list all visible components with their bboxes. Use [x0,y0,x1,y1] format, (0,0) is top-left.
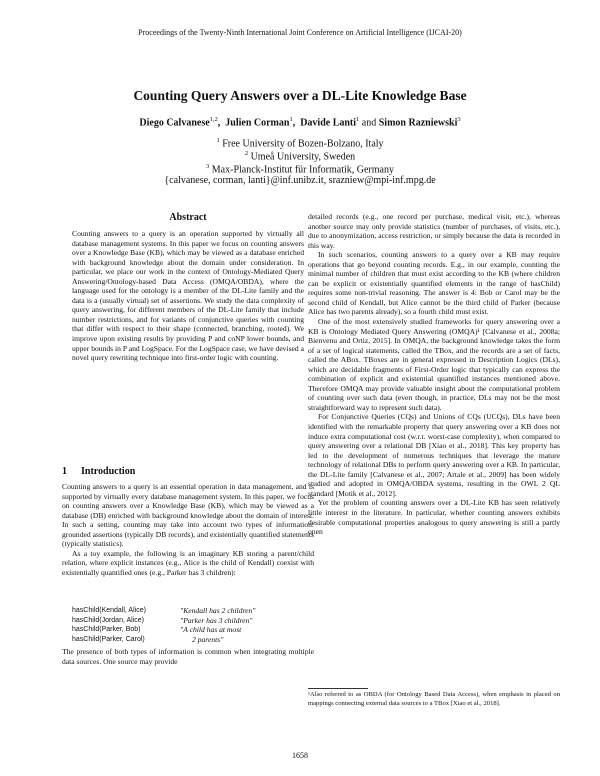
example-row [72,625,312,635]
section-title: Introduction [81,466,136,477]
footnote: ¹Also referred to as OBDA (for Ontology Based Data Access), when emphasis in placed on mappings connecting external data sources to a TBox [Xiao et al., 2018]. [308,691,560,707]
example-row [72,635,312,645]
paragraph: detailed records (e.g., one record per purchase, medical visit, etc.), whereas another source may only provide statistics (number of purchases, of visits, etc.), due to anonymization, access restriction, or simply because the data is recorded in this way. [308,212,560,250]
example-statement: "Parker has 3 children" [180,615,253,625]
example-kb [72,606,312,644]
paragraph: For Conjunctive Queries (CQs) and Unions of CQs (UCQs), DLs have been identified with the remarkable property that query answering over a KB does not induce extra computational cost (w.r.t. worst-case complexity), when compared to query answering over a relational DB [Xiao et al., 2018]. This key property has led to the development of numerous techniques that leverage the mature technology of relational DBs to perform query answering over a KB. In particular, the DL-Lite family [Calvanese et al., 2007; Artale et al., 2009] has been widely studied and adopted in OMQA/OBDA systems, resulting in the OWL 2 QL standard [Motik et al., 2012]. [308,412,560,498]
author-affil-sup: 1 [289,116,293,123]
affiliation-text: Free University of Bozen-Bolzano, Italy [222,138,384,150]
affiliation-text: Max-Planck-Institut für Informatik, Germany [211,164,394,176]
paragraph: One of the most extensively studied frameworks for query answering over a KB is Ontology Mediated Query Answering (OMQA)¹ [Calvanese et al., 2008a; Bienvenu and Ortiz, 2015]. In OMQA, the background knowledge takes the form of a set of logical statements, called the TBox, and the records are a set of facts, called the ABox. TBoxes are in general expressed in Description Logics (DLs), which are decidable fragments of First-Order logic that typically can express the combination of explicit and existential quantified instances mentioned above. Therefore OMQA may provide valuable insight about the computational problem of counting over such data (even though, in practice, DLs may not be the most straightforward way to represent such data). [308,317,560,412]
author-name: Julien Corman [225,117,290,129]
author-affil-sup: 3 [457,116,461,123]
author-affil-sup: 1 [356,116,360,123]
section-heading [62,466,135,477]
right-column [308,212,560,537]
paper-title: Counting Query Answers over a DL-Lite Knowledge Base [133,88,467,103]
section-number: 1 [62,466,67,477]
example-statement: "Kendall has 2 children" [180,606,256,615]
author-emails: {calvanese, corman, lanti}@inf.unibz.it, srazniew@mpi-inf.mpg.de [164,175,436,186]
paragraph: The presence of both types of information is common when integrating multiple data sources. One source may provide [62,647,314,666]
paragraph: Counting answers to a query is an essential operation in data management, and is supported by virtually every database management system. In this paper, we focus on counting answers over a Knowledge Base (KB), which may be viewed as a database (DB) enriched with background knowledge about the domain of interest. In such a setting, counting may take into account two types of information: grounded assertions (typically DB records), and existentially quantified statements (typically statistics). [62,482,314,549]
author-name: Davide Lanti [300,117,357,129]
example-statement: 2 parents" [192,634,224,644]
author-name: Diego Calvanese [139,117,210,129]
affiliation-sup: 2 [244,150,249,157]
author-list: Diego Calvanese$^{1,2}$, Julien Corman$^1$, Davide Lanti$^1$ and Simon Razniewski$^3$ [139,116,461,129]
example-statement: "A child has at most [180,625,242,635]
abstract-heading: Abstract [169,212,207,223]
example-row [72,616,312,626]
author-and: and [361,117,377,129]
paragraph: Yet the problem of counting answers over a DL-Lite KB has seen relatively little interest in the literature. In particular, whether counting answers exhibits desirable computational properties analogous to query answering is still a partly open [308,498,560,537]
example-fact: hasChild(Parker, Bob) [72,626,141,634]
proceedings-header: Proceedings of the Twenty-Ninth International Joint Conference on Artificial Intelligence (IJCAI-20) [138,28,462,37]
page-number: 1658 [292,751,308,760]
author-name: Simon Razniewski [378,117,458,129]
affiliation-text: Umeå University, Sweden [250,151,356,163]
example-fact: hasChild(Jordan, Alice) [72,616,144,624]
example-row [72,606,312,616]
abstract-text: Counting answers to a query is an operation supported by virtually all database management systems. In this paper we focus on counting answers over a Knowledge Base (KB), which may be viewed as a database enriched with background knowledge about the domain under consideration. In particular, we place our work in the context of Ontology-Mediated Query Answering/Ontology-based Data Access (OMQA/OBDA), where the language used for the ontology is a member of the DL-Lite family and the data is a (usually virtual) set of assertions. We study the data complexity of query answering, for different members of the DL-Lite family that include number restrictions, and for variants of conjunctive queries with counting that differ with respect to their shape (connected, branching, rooted). We improve upon existing results by providing P and coNP lower bounds, and upper bounds in P and LogSpace. For the LogSpace case, we have devised a novel query rewriting technique into first-order logic with counting. [72,229,304,363]
intro-paragraph [62,647,314,666]
author-affil-sup: 1,2 [209,116,218,123]
affiliation-sup: 1 [216,137,220,144]
footnote-divider [308,688,368,689]
example-fact: hasChild(Parker, Carol) [72,635,145,643]
intro-paragraph [62,482,314,577]
example-fact: hasChild(Kendall, Alice) [72,607,146,614]
affiliation-sup: 3 [206,163,210,170]
paragraph: In such scenarios, counting answers to a query over a KB may require operations that go beyond counting records. E.g., in our example, counting the minimal number of children that must exist according to the KB (where children can be explicit or existentially quantified elements in the range of hasChild) requires some non-trivial reasoning. The answer is 4: Bob or Carol may be the second child of Kendall, but Alice cannot be the third child of Parker (because Alice has two parents already), so a fourth child must exist. [308,250,560,317]
paragraph: As a toy example, the following is an imaginary KB storing a parent/child relation, where explicit instances (e.g., Alice is the child of Kendall) coexist with existentially quantified ones (e.g., Parker has 3 children): [62,548,314,577]
